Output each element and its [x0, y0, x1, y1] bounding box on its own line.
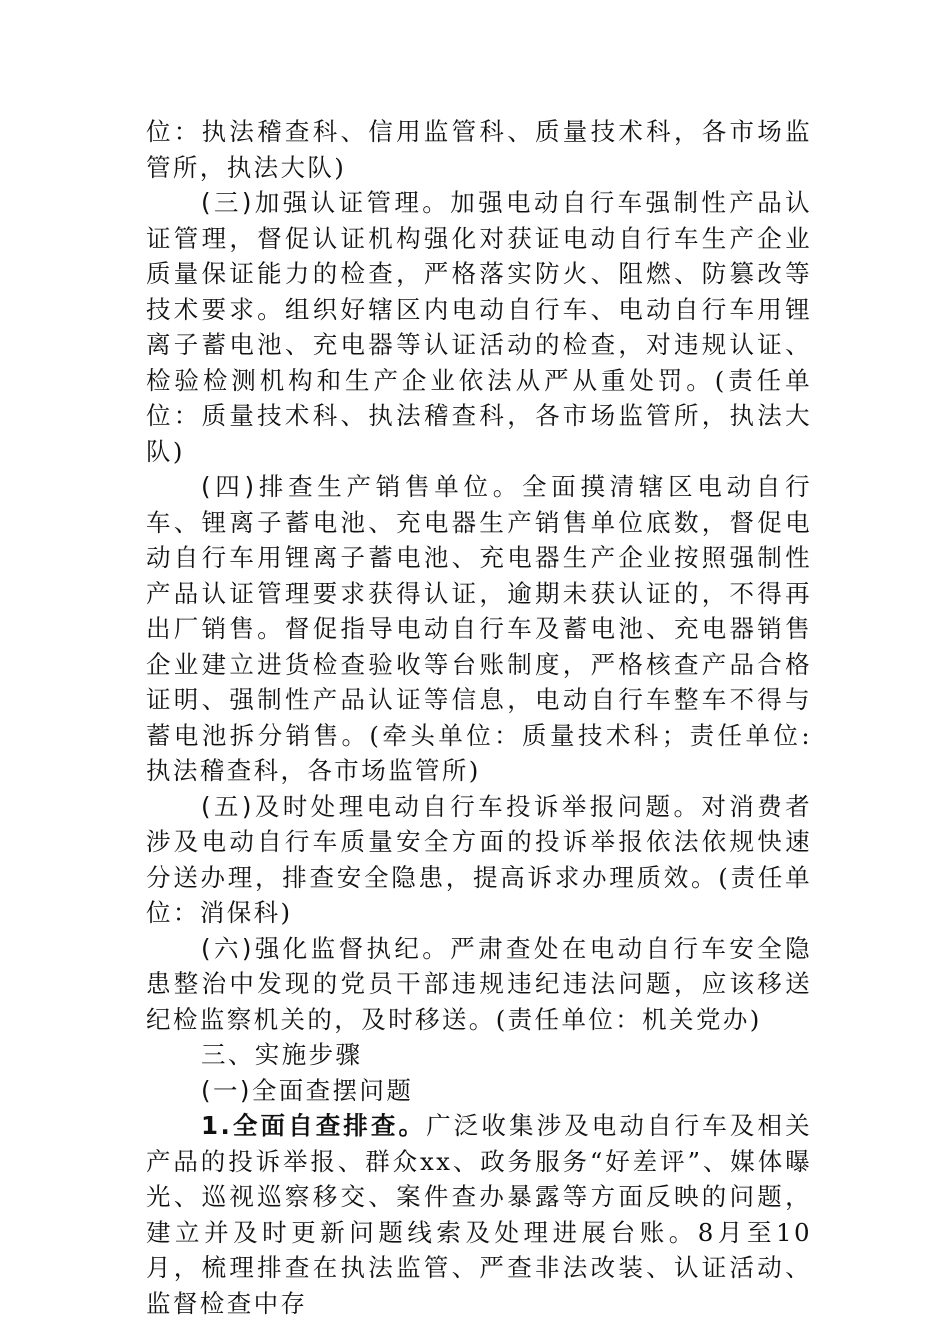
paragraph-text: 加强电动自行车强制性产品认证管理，督促认证机构强化对获证电动自行车生产企业质量保证能力的检查，严格落实防火、阻燃、防篡改等技术要求。组织好辖区内电动自行车、电动自行车用锂离子蓄电池、充电器等认证活动的检查，对违规认证、检验检测机构和生产企业依法从严从重处罚。(责任单位：质量技术科、执法稽查科，各市场监管所，执法大队)	[146, 188, 812, 466]
section-label: (五)及时处理电动自行车投诉举报问题。	[201, 791, 702, 821]
section-6-paragraph	[146, 931, 812, 1038]
section-3-paragraph	[146, 185, 812, 469]
subheading: (一)全面查摆问题	[201, 1075, 414, 1105]
paragraph-continuation	[146, 114, 812, 185]
section-4-paragraph	[146, 469, 812, 789]
section-5-paragraph	[146, 789, 812, 931]
section-label: (三)加强认证管理。	[201, 188, 451, 217]
chapter-heading: 三、实施步骤	[201, 1040, 363, 1069]
step-1-paragraph	[146, 1108, 812, 1321]
document-body	[146, 114, 812, 1321]
paragraph-text: 全面摸清辖区电动自行车、锂离子蓄电池、充电器生产销售单位底数，督促电动自行车用锂离子蓄电池、充电器生产企业按照强制性产品认证管理要求获得认证，逾期未获认证的，不得再出厂销售。督促指导电动自行车及蓄电池、充电器销售企业建立进货检查验收等台账制度，严格核查产品合格证明、强制性产品认证等信息，电动自行车整车不得与蓄电池拆分销售。(牵头单位：质量技术科；责任单位:执法稽查科，各市场监管所)	[146, 472, 813, 785]
section-label: (四)排查生产销售单位。	[201, 472, 522, 501]
paragraph-text: 位：执法稽查科、信用监管科、质量技术科，各市场监管所，执法大队)	[146, 117, 812, 182]
paragraph-text: 严肃查处在电动自行车安全隐患整治中发现的党员干部违规违纪违法问题，应该移送纪检监察机关的，及时移送。(责任单位：机关党办)	[146, 933, 812, 1034]
paragraph-text: 广泛收集涉及电动自行车及相关产品的投诉举报、群众xx、政务服务“好差评”、媒体曝光、巡视巡察移交、案件查办暴露等方面反映的问题，建立并及时更新问题线索及处理进展台账。8月至10月，梳理排查在执法监管、严查非法改装、认证活动、监督检查中存	[146, 1111, 812, 1318]
paragraph-text: 对消费者涉及电动自行车质量安全方面的投诉举报依法依规快速分送办理，排查安全隐患，提高诉求办理质效。(责任单位：消保科)	[146, 791, 812, 927]
step-label: 1.全面自查排查。	[201, 1111, 427, 1140]
section-label: (六)强化监督执纪。	[201, 933, 451, 963]
